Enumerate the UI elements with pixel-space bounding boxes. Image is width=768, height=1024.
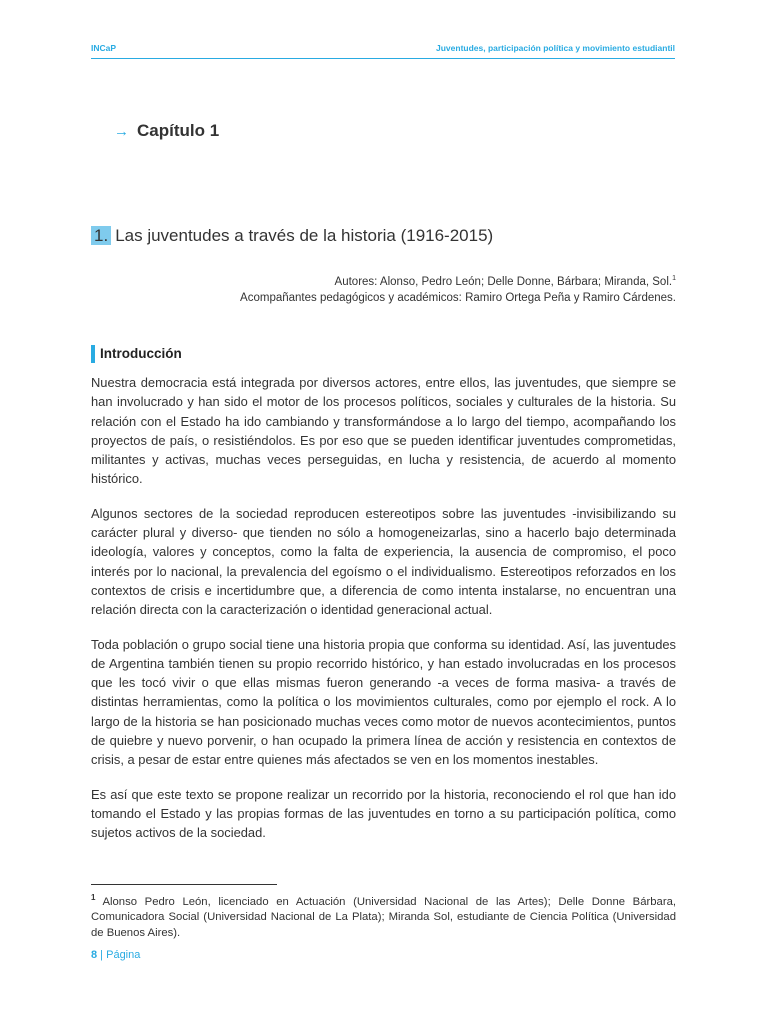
page-number-value: 8 — [91, 949, 98, 961]
body-text — [91, 373, 676, 858]
section-heading — [91, 226, 493, 246]
footnote-reference[interactable]: 1 — [672, 275, 676, 282]
subheading-introduccion: Introducción — [91, 345, 182, 363]
authors-block — [91, 271, 676, 306]
paragraph: Es así que este texto se propone realizar un recorrido por la historia, reconociendo el rol que han ido tomando el Estado y las propias formas de las juventudes en torno a su participación política, como sujetos activos de la sociedad. — [91, 786, 676, 841]
footnote-marker: 1 — [91, 893, 96, 902]
arrow-right-icon: → — [114, 123, 129, 140]
page-label: Página — [106, 949, 141, 961]
header-document-title: Juventudes, participación política y movimiento estudiantil — [436, 43, 675, 53]
chapter-title: Capítulo 1 — [137, 121, 220, 140]
section-title: Las juventudes a través de la historia (1916-2015) — [115, 226, 494, 245]
footnote-text: Alonso Pedro León, licenciado en Actuación (Universidad Nacional de las Artes); Delle Donne Bárbara, Comunicadora Social (Universidad Nacional de La Plata); Miranda Sol, estudiante de Ciencia Política (Universidad de Buenos Aires). — [91, 895, 677, 939]
advisors-line: Acompañantes pedagógicos y académicos: Ramiro Ortega Peña y Ramiro Cárdenes. — [240, 291, 676, 304]
header-publisher: INCaP — [91, 43, 117, 53]
footnote — [91, 890, 676, 941]
page-number: 8 | Página — [91, 949, 141, 961]
section-number: 1. — [91, 226, 111, 245]
paragraph: Algunos sectores de la sociedad reproducen estereotipos sobre las juventudes -invisibilizando su carácter plural y diverso- que tienden no sólo a homogeneizarlas, sino a hacerlo bajo determinada ideología, valores y conceptos, como la falta de experiencia, la ausencia de compromiso, el poco interés por lo nacional, la prevalencia del egoísmo o el individualismo. Estereotipos reforzados en los contextos de crisis e incertidumbre que, a diferencia de como intenta instalarse, no encuentran una relación directa con la caracterización o identidad generacional actual. — [91, 505, 676, 618]
paragraph: Nuestra democracia está integrada por diversos actores, entre ellos, las juventudes, que siempre se han involucrado y han sido el motor de los procesos políticos, sociales y culturales de la historia. Su relación con el Estado ha ido cambiando y transformándose a lo largo del tiempo, acompañando los proyectos de país, o resistiéndolos. Es por eso que se pueden identificar juventudes comprometidas, militantes y activas, muchas veces perseguidas, en lucha y resistencia, de acuerdo al momento histórico. — [91, 375, 676, 487]
chapter-heading — [114, 121, 219, 141]
page-header — [91, 40, 675, 59]
authors-line: Autores: Alonso, Pedro León; Delle Donne, Bárbara; Miranda, Sol.$^1$ — [334, 275, 676, 288]
paragraph: Toda población o grupo social tiene una historia propia que conforma su identidad. Así, las juventudes de Argentina también tienen su propio recorrido histórico, y han estado involucradas en los procesos que les tocó vivir o que ellas mismas fueron generando -a veces de forma masiva- a través de distintas herramientas, como la política o los movimientos culturales, como por ejemplo el rock. A lo largo de la historia se han posicionado muchas veces como motor de nuevos acontecimientos, puntos de quiebre y nuevo porvenir, o han ocupado la primera línea de acción y resistencia en contextos de crisis, a pesar de estar entre quienes más afectados se ven en los momentos inestables. — [91, 636, 676, 768]
footnote-divider — [91, 884, 277, 885]
